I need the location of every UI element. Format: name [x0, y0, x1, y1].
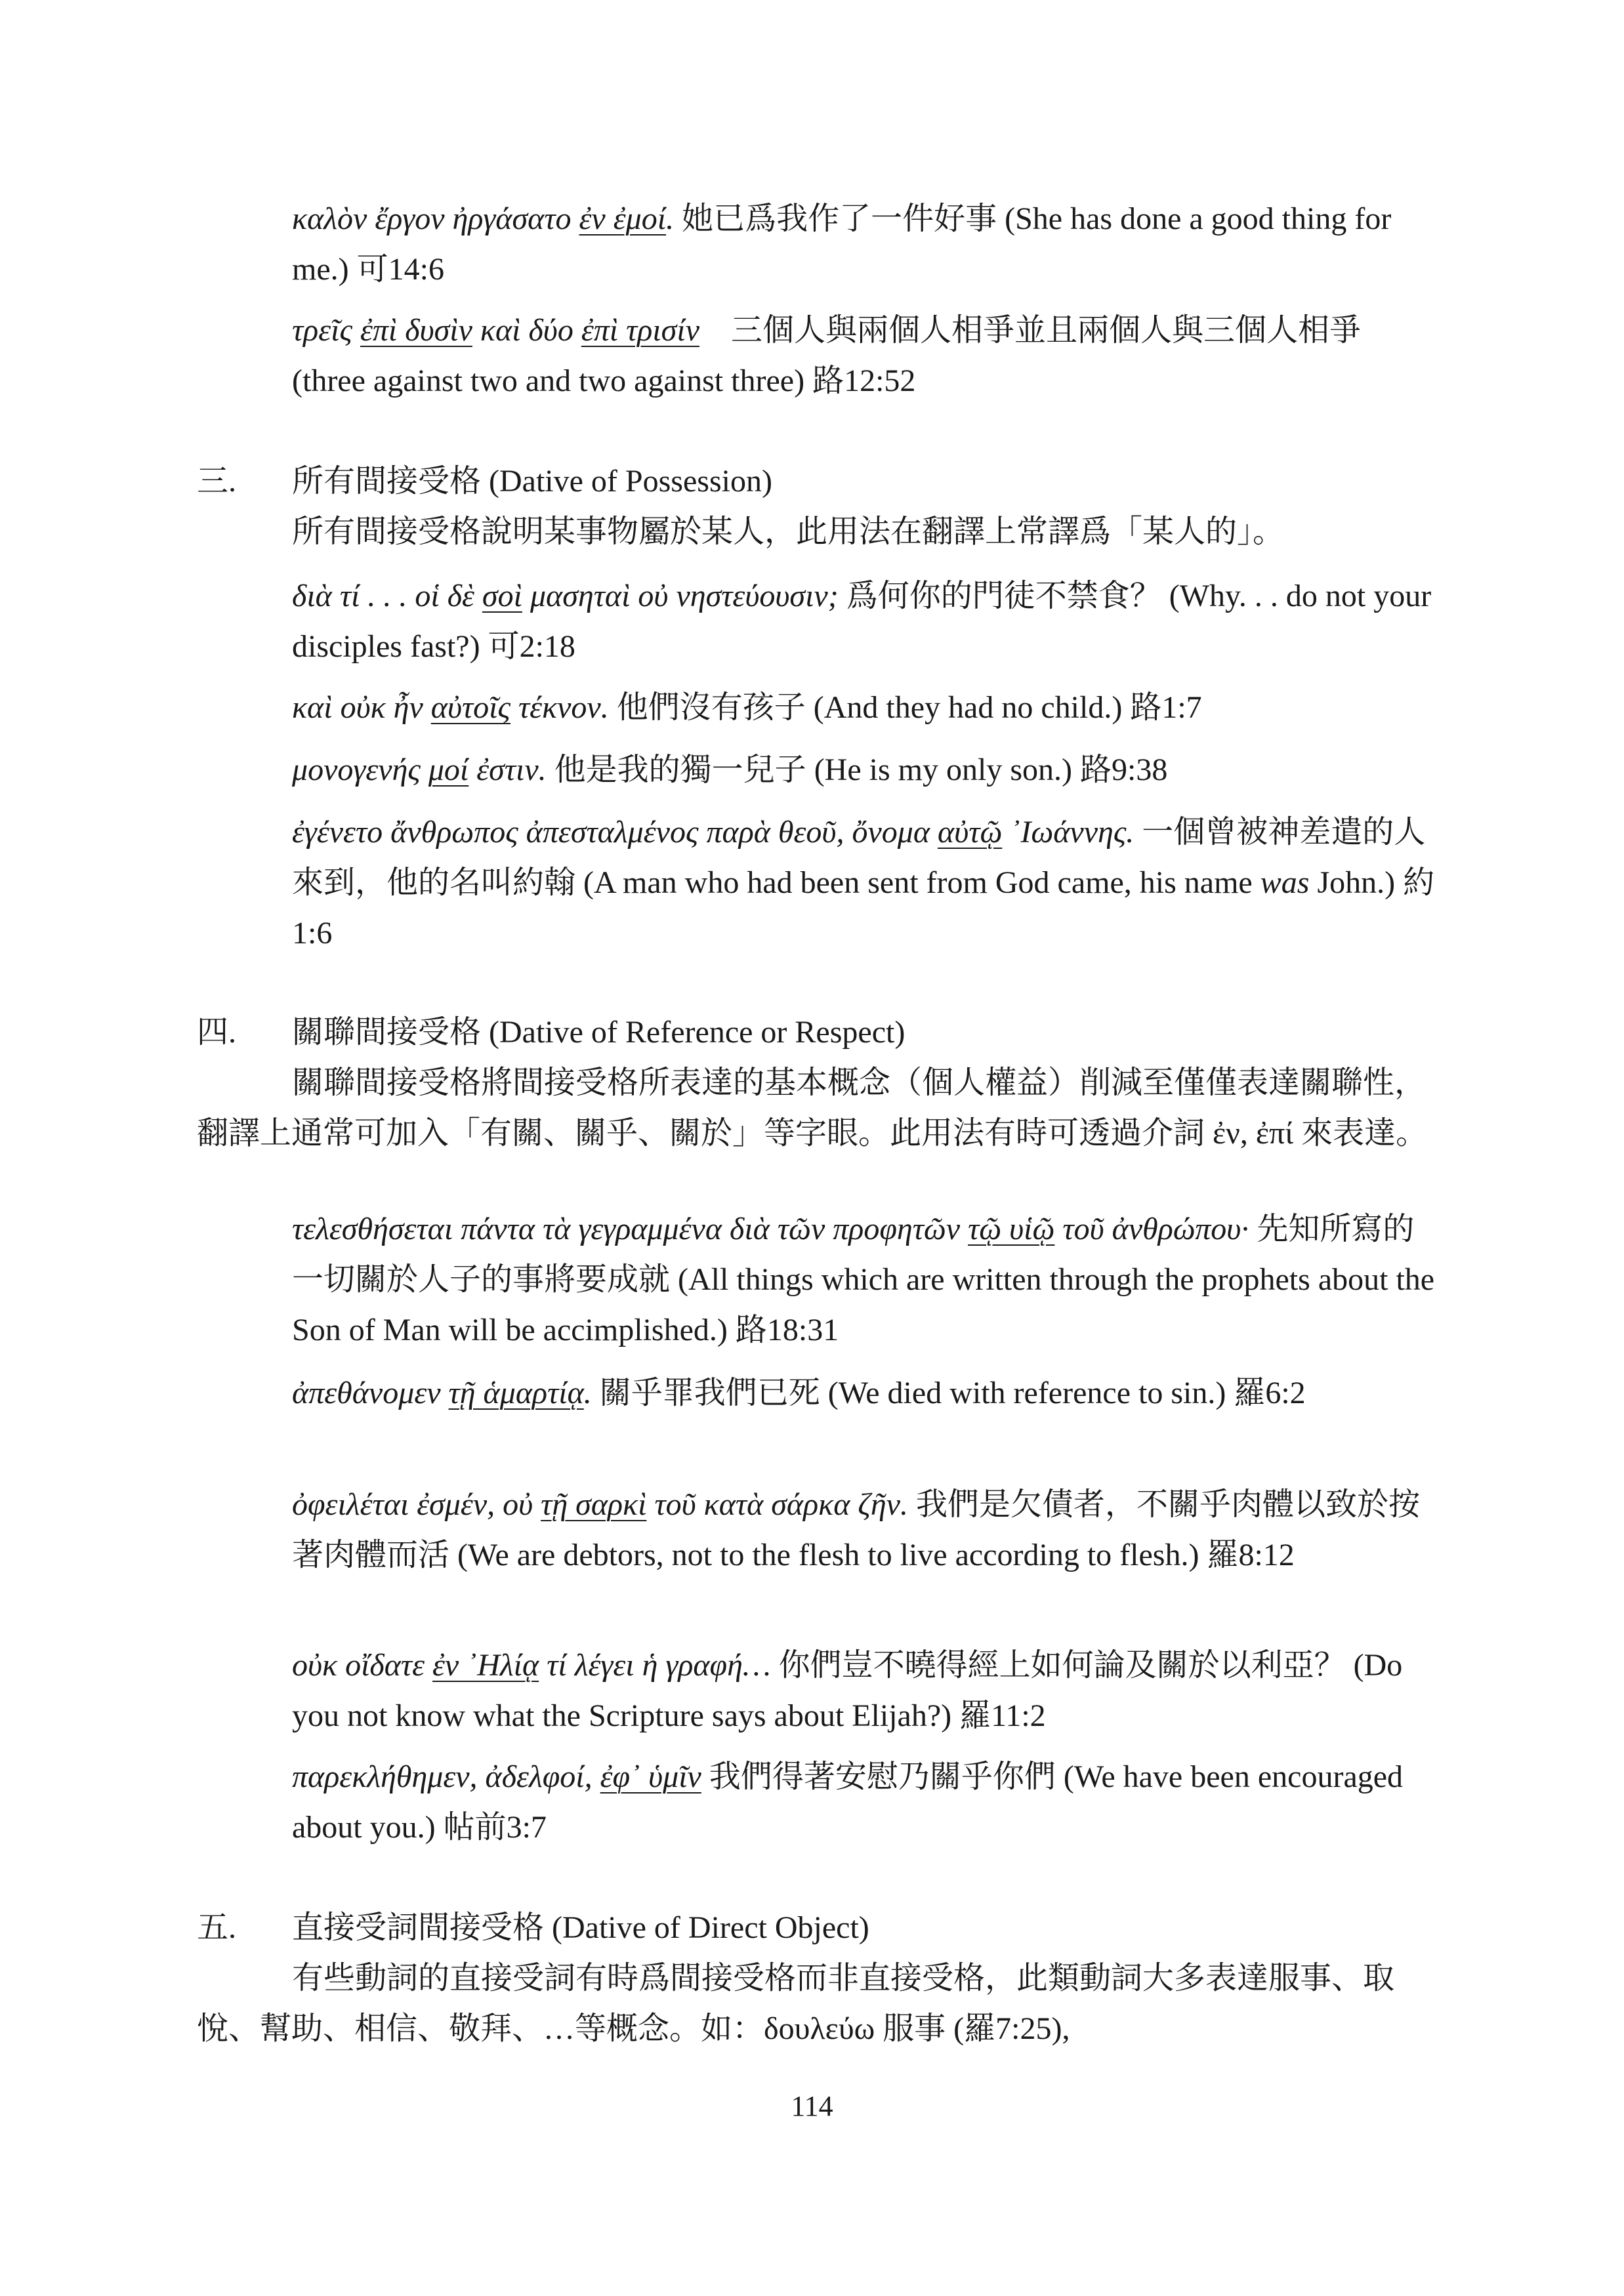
- greek-underlined: αὐτῷ: [938, 815, 1003, 850]
- example-top-1: [292, 194, 1437, 295]
- greek-text: καλὸν ἔργον ἠργάσατο: [292, 201, 579, 236]
- greek-text: τελεσθήσεται πάντα τὰ γεγραμμένα διὰ τῶν προφητῶν: [292, 1212, 968, 1246]
- verse-reference: 可14:6: [348, 252, 444, 287]
- greek-underlined: σοὶ: [482, 579, 522, 613]
- verse-reference: 可2:18: [480, 629, 575, 664]
- example-4-4: [292, 1640, 1437, 1741]
- chinese-translation: 我們得著安慰乃關乎你們: [701, 1759, 1064, 1794]
- section-body: 關聯間接受格將間接受格所表達的基本概念（個人權益）削減至僅僅表達關聯性，翻譯上通常可加入「有關、關乎、關於」等字眼。此用法有時可透過介詞 ἐν, ἐπί 來表達。: [197, 1065, 1428, 1151]
- section-number: 五.: [197, 1910, 237, 1945]
- example-3-2: [292, 682, 1437, 733]
- section-number: 三.: [197, 464, 237, 499]
- section-title: 關聯間接受格 (Dative of Reference or Respect): [292, 1015, 906, 1050]
- chinese-translation: 他是我的獨一兒子: [546, 752, 814, 787]
- greek-text: .: [583, 1376, 592, 1410]
- verse-reference: 路12:52: [804, 363, 916, 398]
- english-translation: (We have been encouraged about you.): [292, 1759, 1404, 1845]
- english-translation: (A man who had been sent from God came, his name: [583, 865, 1260, 900]
- section-title: 所有間接受格 (Dative of Possession): [292, 464, 772, 499]
- english-translation: (All things which are written through the prophets about the Son of Man will be accimplished.): [292, 1262, 1435, 1347]
- greek-text: τί λέγει ἡ γραφή…: [539, 1648, 771, 1683]
- chinese-translation: 三個人與兩個人相爭並且兩個人與三個人相爭: [699, 313, 1362, 348]
- chinese-translation: 她已爲我作了一件好事: [674, 201, 1005, 236]
- greek-underlined: ἐφ᾿ ὑμῖν: [600, 1759, 701, 1794]
- verse-reference: 帖前3:7: [435, 1810, 547, 1845]
- english-translation: (We are debtors, not to the flesh to live according to flesh.): [457, 1538, 1199, 1572]
- chinese-translation: 我們是欠債者，不關乎肉體以致於按著肉體而活: [292, 1487, 1420, 1572]
- greek-underlined: ἐπὶ δυσὶν: [360, 313, 472, 348]
- example-4-3: [292, 1479, 1437, 1580]
- verse-reference: 羅6:2: [1226, 1376, 1306, 1410]
- greek-underlined: τῇ ἁμαρτίᾳ: [448, 1376, 584, 1410]
- english-translation: (three against two and two against three): [292, 363, 805, 398]
- greek-underlined: ἐν ἐμοί: [579, 201, 667, 236]
- greek-text: μασηταὶ οὐ νηστεύουσιν;: [522, 579, 839, 613]
- english-italic: was: [1260, 865, 1310, 900]
- verse-reference: 路9:38: [1072, 752, 1168, 787]
- greek-text: οὐκ οἴδατε: [292, 1648, 433, 1683]
- verse-reference: 路18:31: [727, 1313, 839, 1347]
- greek-text: ἀπεθάνομεν: [292, 1376, 449, 1410]
- section-heading-4: [197, 1007, 905, 1057]
- greek-underlined: τῷ υἱῷ: [968, 1212, 1055, 1246]
- greek-underlined: ἐν ᾿Ηλίᾳ: [432, 1648, 539, 1683]
- greek-underlined: αὐτοῖς: [430, 690, 510, 725]
- english-translation: (He is my only son.): [814, 752, 1072, 787]
- verse-reference: 羅8:12: [1199, 1538, 1295, 1572]
- greek-text: .: [666, 201, 675, 236]
- greek-text: τοῦ ἀνθρώπου·: [1054, 1212, 1249, 1246]
- example-3-4: [292, 807, 1437, 958]
- english-translation: (Why. . . do not your disciples fast?): [292, 579, 1432, 664]
- greek-underlined: ἐπὶ τρισίν: [581, 313, 699, 348]
- example-3-3: [292, 745, 1437, 795]
- greek-text: ἐστιν.: [468, 752, 547, 787]
- example-4-1: [292, 1204, 1437, 1355]
- example-4-5: [292, 1752, 1437, 1853]
- greek-text: παρεκλήθημεν, ἀδελφοί,: [292, 1759, 600, 1794]
- chinese-translation: 關乎罪我們已死: [591, 1376, 828, 1410]
- greek-text: καὶ οὐκ ἦν: [292, 690, 431, 725]
- chinese-translation: 你們豈不曉得經上如何論及關於以利亞？: [770, 1648, 1354, 1683]
- chinese-translation: 一個曾被神差遣的人來到，他的名叫約翰: [292, 815, 1426, 900]
- greek-text: μονογενής: [292, 752, 428, 787]
- verse-reference: 羅11:2: [951, 1698, 1046, 1733]
- section-title: 直接受詞間接受格 (Dative of Direct Object): [292, 1910, 869, 1945]
- greek-text: τρεῖς: [292, 313, 360, 348]
- english-translation: (And they had no child.): [813, 690, 1123, 725]
- greek-underlined: τῇ σαρκὶ: [541, 1487, 647, 1522]
- greek-text: τέκνον.: [510, 690, 609, 725]
- greek-text: διὰ τί . . . οἱ δὲ: [292, 579, 482, 613]
- english-translation: (We died with reference to sin.): [827, 1376, 1226, 1410]
- section-description: 所有間接受格說明某事物屬於某人，此用法在翻譯上常譯爲「某人的」。: [292, 514, 1285, 549]
- chinese-translation: 他們沒有孩子: [608, 690, 814, 725]
- english-translation: (Do you not know what the Scripture says about Elijah?): [292, 1648, 1403, 1733]
- example-top-2: [292, 305, 1437, 406]
- page-number: 114: [791, 2090, 833, 2122]
- section-number: 四.: [197, 1015, 237, 1050]
- verse-reference: 路1:7: [1122, 690, 1202, 725]
- section-heading-3: [197, 456, 772, 506]
- greek-text: τοῦ κατὰ σάρκα ζῆν.: [646, 1487, 908, 1522]
- verse-reference: 約1:6: [292, 865, 1435, 951]
- section-body: 有些動詞的直接受詞有時爲間接受格而非直接受格，此類動詞大多表達服事、取悅、幫助、相信、敬拜、…等概念。如：δουλεύω 服事 (羅7:25),: [197, 1961, 1395, 2046]
- english-translation-end: John.): [1309, 865, 1396, 900]
- greek-text: ἐγένετο ἄνθρωπος ἀπεσταλμένος παρὰ θεοῦ, ὄνομα: [292, 815, 938, 850]
- greek-text: ᾿Ιωάννης.: [1002, 815, 1135, 850]
- chinese-translation: 爲何你的門徒不禁食？: [838, 579, 1169, 613]
- chinese-translation: 先知所寫的一切關於人子的事將要成就: [292, 1212, 1415, 1297]
- english-translation: (She has done a good thing for me.): [292, 201, 1392, 287]
- section-heading-5: [197, 1902, 869, 1953]
- greek-text: ὀφειλέται ἐσμέν, οὐ: [292, 1487, 541, 1522]
- greek-underlined: μοί: [428, 752, 469, 787]
- example-3-1: [292, 571, 1437, 672]
- example-4-2: [292, 1368, 1437, 1418]
- greek-text: καὶ δύο: [472, 313, 581, 348]
